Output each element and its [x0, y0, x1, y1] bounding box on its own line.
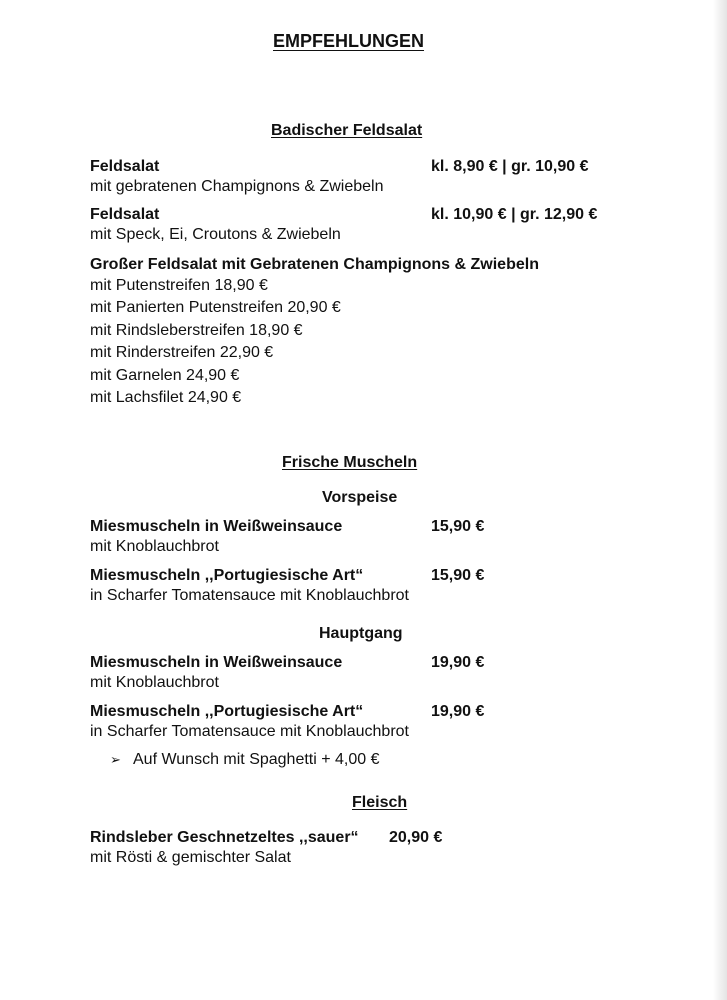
item-description: mit Speck, Ei, Croutons & Zwiebeln [90, 226, 341, 243]
big-feldsalat-title: Großer Feldsalat mit Gebratenen Champignons & Zwiebeln [90, 256, 539, 273]
item-name: Miesmuscheln ,,Portugiesische Art“ [90, 703, 364, 720]
item-name: Feldsalat [90, 206, 160, 223]
option-line: mit Rinderstreifen 22,90 € [90, 344, 274, 361]
item-price: 15,90 € [431, 567, 485, 584]
spaghetti-note: Auf Wunsch mit Spaghetti + 4,00 € [133, 751, 380, 768]
option-line: mit Rindsleberstreifen 18,90 € [90, 322, 303, 339]
item-description: mit Knoblauchbrot [90, 538, 219, 555]
arrow-bullet-icon: ➢ [110, 752, 121, 767]
page-edge-shadow [713, 0, 727, 1000]
item-description: mit Rösti & gemischter Salat [90, 849, 291, 866]
item-price: 15,90 € [431, 518, 485, 535]
item-name: Miesmuscheln in Weißweinsauce [90, 654, 343, 671]
item-price: kl. 10,90 € | gr. 12,90 € [431, 206, 598, 223]
item-price: 20,90 € [389, 829, 443, 846]
section-heading-muscheln: Frische Muscheln [282, 454, 418, 471]
item-description: mit gebratenen Champignons & Zwiebeln [90, 178, 384, 195]
item-name: Miesmuscheln in Weißweinsauce [90, 518, 343, 535]
option-line: mit Putenstreifen 18,90 € [90, 277, 268, 294]
subsection-vorspeise: Vorspeise [322, 489, 398, 506]
option-line: mit Lachsfilet 24,90 € [90, 389, 242, 406]
item-name: Rindsleber Geschnetzeltes ,,sauer“ [90, 829, 359, 846]
item-price: 19,90 € [431, 703, 485, 720]
item-description: in Scharfer Tomatensauce mit Knoblauchbrot [90, 587, 409, 604]
option-line: mit Garnelen 24,90 € [90, 367, 240, 384]
page-title: EMPFEHLUNGEN [273, 31, 425, 51]
item-name: Feldsalat [90, 158, 160, 175]
option-line: mit Panierten Putenstreifen 20,90 € [90, 299, 341, 316]
section-heading-feldsalat: Badischer Feldsalat [271, 122, 423, 139]
subsection-hauptgang: Hauptgang [319, 625, 403, 642]
item-description: mit Knoblauchbrot [90, 674, 219, 691]
item-price: kl. 8,90 € | gr. 10,90 € [431, 158, 589, 175]
item-description: in Scharfer Tomatensauce mit Knoblauchbrot [90, 723, 409, 740]
item-name: Miesmuscheln ,,Portugiesische Art“ [90, 567, 364, 584]
section-heading-fleisch: Fleisch [352, 794, 408, 811]
item-price: 19,90 € [431, 654, 485, 671]
